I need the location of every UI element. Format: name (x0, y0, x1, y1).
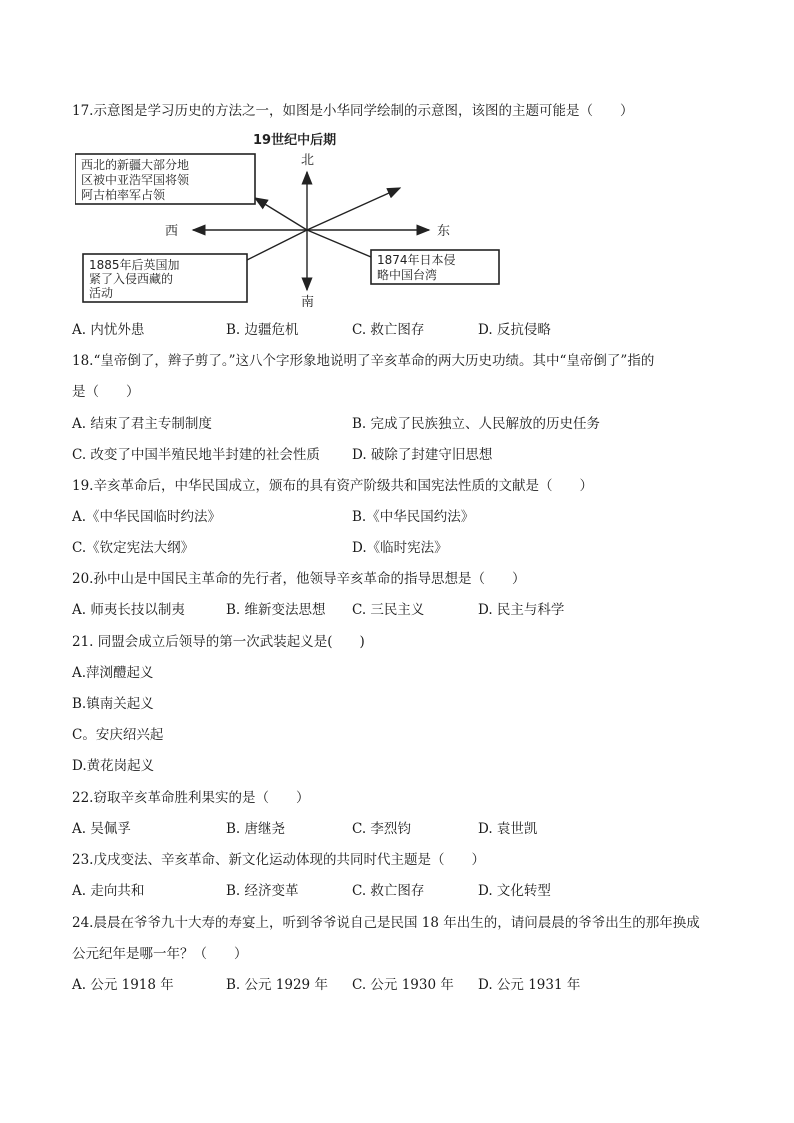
q23-option-c[interactable]: C. 救亡图存 (352, 883, 425, 899)
label-north: 北 (301, 153, 315, 168)
q24-option-d[interactable]: D. 公元 1931 年 (478, 977, 581, 993)
box-nw-line-1: 西北的新疆大部分地 (81, 158, 190, 172)
box-sw-line-3: 活动 (89, 286, 114, 300)
q17-option-b[interactable]: B. 边疆危机 (226, 322, 299, 338)
q17-option-d[interactable]: D. 反抗侵略 (478, 322, 551, 338)
diagram-title: 19世纪中后期 (253, 133, 337, 148)
q19-option-c[interactable]: C.《钦定宪法大纲》 (72, 540, 195, 556)
q23-option-a[interactable]: A. 走向共和 (72, 883, 145, 899)
q21-option-c[interactable]: C。安庆绍兴起 (72, 727, 164, 743)
label-south: 南 (301, 295, 315, 310)
q18-stem-line-1: 18.“皇帝倒了，辫子剪了。”这八个字形象地说明了辛亥革命的两大历史功绩。其中“皇帝倒了”指的 (72, 353, 655, 369)
q23-option-b[interactable]: B. 经济变革 (226, 883, 299, 899)
q22-stem: 22.窃取辛亥革命胜利果实的是（ ） (72, 790, 310, 806)
box-sw-line-1: 1885年后英国加 (89, 258, 180, 272)
q22-option-b[interactable]: B. 唐继尧 (226, 821, 286, 837)
q21-option-a[interactable]: A.萍浏醴起义 (72, 665, 154, 681)
q24-option-c[interactable]: C. 公元 1930 年 (352, 977, 454, 993)
line-southwest (247, 230, 307, 260)
q23-stem: 23.戊戌变法、辛亥革命、新文化运动体现的共同时代主题是（ ） (72, 852, 485, 868)
q21-stem: 21. 同盟会成立后领导的第一次武装起义是( ) (72, 634, 365, 650)
q18-option-b[interactable]: B. 完成了民族独立、人民解放的历史任务 (352, 416, 601, 432)
q17-stem: 17.示意图是学习历史的方法之一，如图是小华同学绘制的示意图，该图的主题可能是（ ） (72, 103, 634, 119)
arrow-northeast (307, 188, 400, 230)
q20-option-c[interactable]: C. 三民主义 (352, 602, 425, 618)
q19-stem: 19.辛亥革命后，中华民国成立，颁布的具有资产阶级共和国宪法性质的文献是（ ） (72, 478, 593, 494)
q19-option-a[interactable]: A.《中华民国临时约法》 (72, 509, 222, 525)
arrow-northwest (255, 198, 307, 230)
q20-stem: 20.孙中山是中国民主革命的先行者，他领导辛亥革命的指导思想是（ ） (72, 571, 526, 587)
box-se-line-2: 略中国台湾 (377, 268, 438, 282)
q22-option-c[interactable]: C. 李烈钧 (352, 821, 411, 837)
q18-option-d[interactable]: D. 破除了封建守旧思想 (352, 447, 493, 463)
box-nw-line-3: 阿古柏率军占领 (81, 188, 166, 202)
q20-option-d[interactable]: D. 民主与科学 (478, 602, 565, 618)
q18-stem-line-2: 是（ ） (72, 384, 140, 400)
box-sw-line-2: 紧了入侵西藏的 (89, 272, 174, 286)
q18-option-a[interactable]: A. 结束了君主专制制度 (72, 416, 212, 432)
q17-diagram (75, 130, 515, 310)
q17-option-a[interactable]: A. 内忧外患 (72, 322, 145, 338)
q21-option-b[interactable]: B.镇南关起义 (72, 696, 154, 712)
label-east: 东 (437, 224, 451, 239)
q20-option-b[interactable]: B. 维新变法思想 (226, 602, 326, 618)
q22-option-d[interactable]: D. 袁世凯 (478, 821, 538, 837)
q23-option-d[interactable]: D. 文化转型 (478, 883, 551, 899)
box-se-line-1: 1874年日本侵 (377, 253, 456, 267)
q21-option-d[interactable]: D.黄花岗起义 (72, 758, 155, 774)
q19-option-b[interactable]: B.《中华民国约法》 (352, 509, 475, 525)
q24-option-a[interactable]: A. 公元 1918 年 (72, 977, 174, 993)
q18-option-c[interactable]: C. 改变了中国半殖民地半封建的社会性质 (72, 447, 320, 463)
box-nw-line-2: 区被中亚浩罕国将领 (81, 173, 190, 187)
q20-option-a[interactable]: A. 师夷长技以制夷 (72, 602, 185, 618)
line-southeast (307, 230, 371, 257)
q19-option-d[interactable]: D.《临时宪法》 (352, 540, 448, 556)
label-west: 西 (165, 224, 179, 239)
q22-option-a[interactable]: A. 吴佩孚 (72, 821, 131, 837)
q17-option-c[interactable]: C. 救亡图存 (352, 322, 425, 338)
q24-stem-line-1: 24.晨晨在爷爷九十大寿的寿宴上，听到爷爷说自己是民国 18 年出生的，请问晨晨的爷爷出生的那年换成 (72, 915, 700, 931)
q24-stem-line-2: 公元纪年是哪一年？（ ） (72, 946, 248, 962)
q24-option-b[interactable]: B. 公元 1929 年 (226, 977, 328, 993)
